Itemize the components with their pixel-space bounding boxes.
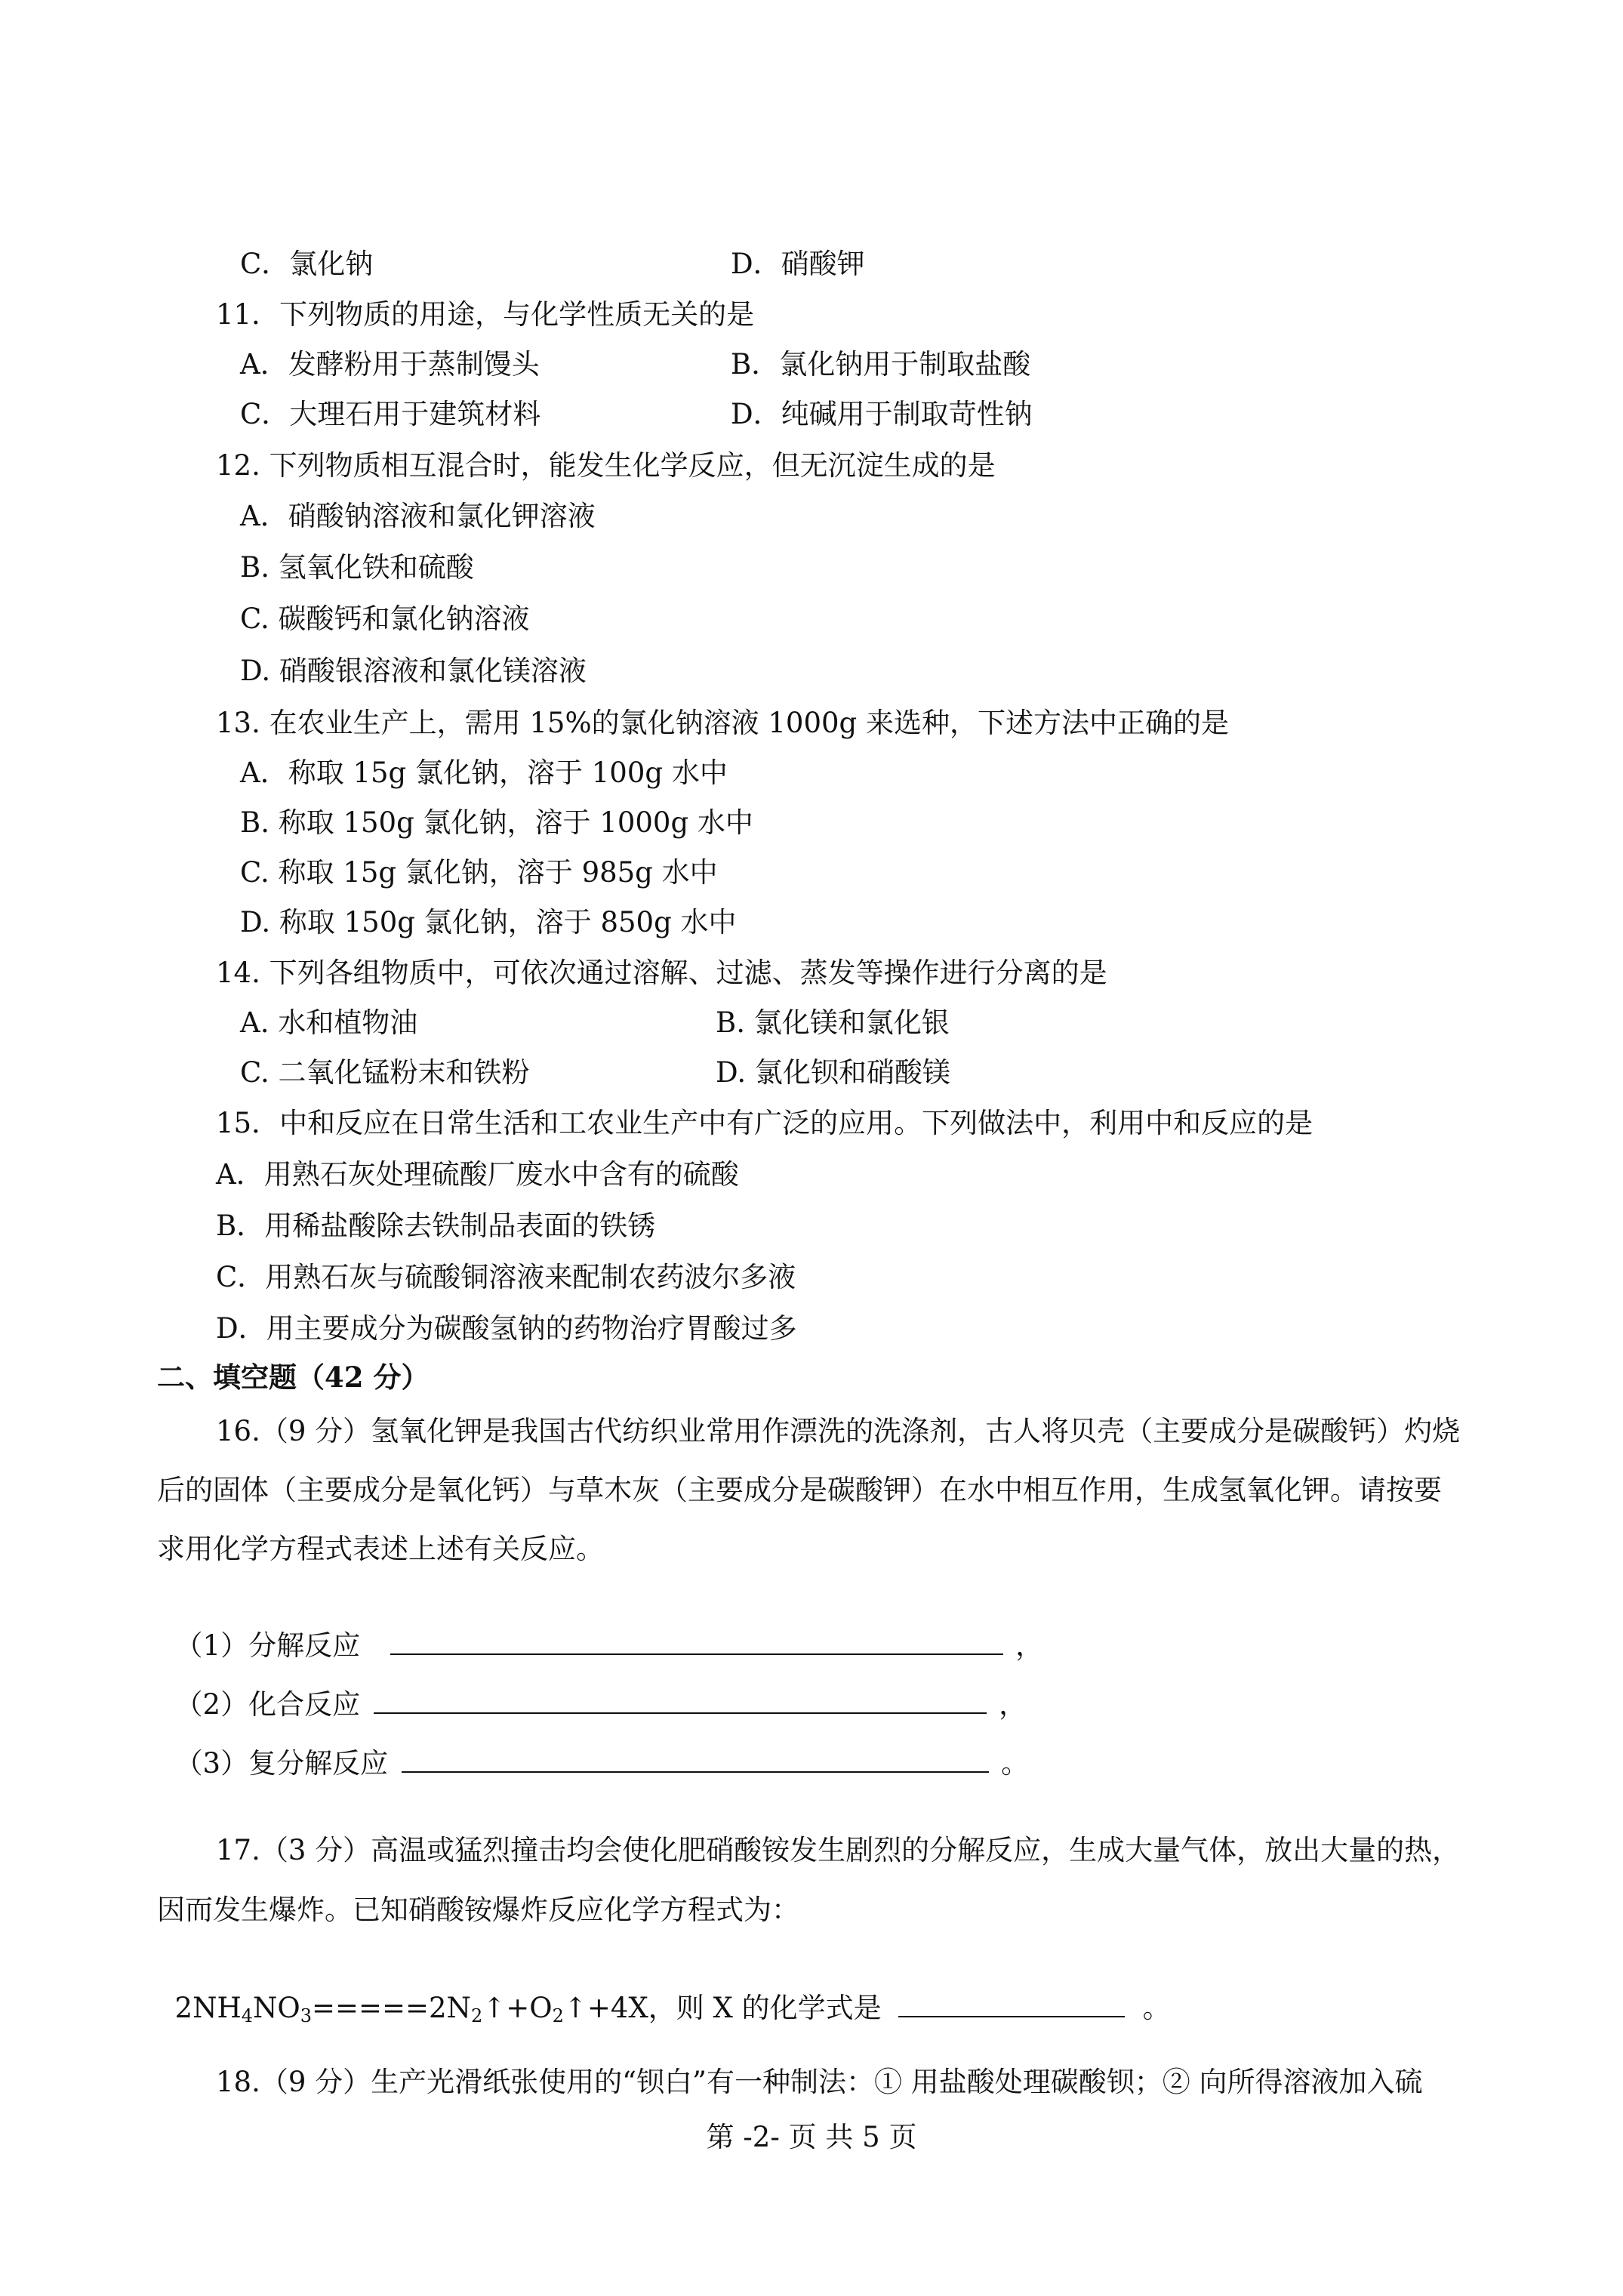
eq-part: 2NH [174, 1992, 242, 2024]
q12-option-c: C. 碳酸钙和氯化钠溶液 [240, 603, 530, 635]
q10-option-d: D．硝酸钾 [731, 248, 865, 280]
q15-stem: 15．中和反应在日常生活和工农业生产中有广泛的应用。下列做法中，利用中和反应的是 [216, 1107, 1313, 1139]
eq-subscript: 3 [300, 2005, 312, 2026]
q12-option-d: D. 硝酸银溶液和氯化镁溶液 [240, 655, 587, 687]
q13-option-a: A．称取 15g 氯化钠，溶于 100g 水中 [240, 757, 728, 789]
answer-blank-3[interactable] [402, 1746, 989, 1773]
q16-part-2-end: ， [999, 1688, 1027, 1721]
q16-line-1: 16.（9 分）氢氧化钾是我国古代纺织业常用作漂洗的洗涤剂，古人将贝壳（主要成分是碳酸钙）灼烧 [216, 1415, 1461, 1447]
q11-option-b: B．氯化钠用于制取盐酸 [731, 348, 1031, 381]
q12-stem: 12. 下列物质相互混合时，能发生化学反应，但无沉淀生成的是 [216, 449, 996, 482]
q16-part-3-end: 。 [1001, 1747, 1030, 1780]
q11-stem: 11．下列物质的用途，与化学性质无关的是 [216, 298, 755, 331]
answer-blank-2[interactable] [374, 1687, 987, 1714]
q15-option-c: C．用熟石灰与硫酸铜溶液来配制农药波尔多液 [216, 1261, 796, 1293]
q14-option-d: D. 氯化钡和硝酸镁 [716, 1056, 950, 1089]
eq-subscript: 2 [470, 2005, 483, 2026]
eq-end: 。 [1142, 1992, 1171, 2024]
q17-line-2: 因而发生爆炸。已知硝酸铵爆炸反应化学方程式为： [157, 1894, 799, 1926]
q12-option-a: A．硝酸钠溶液和氯化钾溶液 [240, 500, 596, 532]
q10-option-c: C．氯化钠 [240, 248, 374, 280]
q16-part-3 [157, 1711, 1029, 1781]
eq-subscript: 2 [552, 2005, 564, 2026]
q11-option-c: C．大理石用于建筑材料 [240, 398, 541, 430]
q15-option-d: D．用主要成分为碳酸氢钠的药物治疗胃酸过多 [216, 1312, 797, 1345]
eq-part: NO [253, 1992, 300, 2024]
q11-option-d: D．纯碱用于制取苛性钠 [731, 398, 1033, 430]
eq-part: ↑+O [482, 1992, 553, 2024]
q16-part-1-label: （1）分解反应 [174, 1629, 361, 1662]
q18-line-1: 18.（9 分）生产光滑纸张使用的“钡白”有一种制法：① 用盐酸处理碳酸钡；② 向所得溶液加入硫 [216, 2066, 1423, 2098]
q13-option-c: C. 称取 15g 氯化钠，溶于 985g 水中 [240, 856, 718, 889]
answer-blank-1[interactable] [390, 1628, 1003, 1655]
q13-option-b: B. 称取 150g 氯化钠，溶于 1000g 水中 [240, 806, 753, 839]
section-title: 二、填空题（42 分） [157, 1361, 430, 1394]
eq-subscript: 4 [241, 2005, 253, 2026]
page-footer: 第 -2- 页 共 5 页 [706, 2121, 917, 2153]
q17-equation [157, 1955, 1171, 2026]
q16-line-2: 后的固体（主要成分是氧化钙）与草木灰（主要成分是碳酸钾）在水中相互作用，生成氢氧化钾。请按要 [157, 1474, 1442, 1506]
answer-blank-4[interactable] [898, 1990, 1125, 2017]
q16-part-3-label: （3）复分解反应 [174, 1747, 389, 1780]
q13-stem: 13. 在农业生产上，需用 15%的氯化钠溶液 1000g 来选种，下述方法中正确的是 [216, 707, 1229, 739]
q14-stem: 14. 下列各组物质中，可依次通过溶解、过滤、蒸发等操作进行分离的是 [216, 957, 1107, 989]
q14-option-c: C. 二氧化锰粉末和铁粉 [240, 1056, 530, 1089]
q14-option-a: A. 水和植物油 [240, 1006, 418, 1039]
eq-part: ↑+4X，则 X 的化学式是 [563, 1992, 882, 2024]
eq-part: =====2N [312, 1992, 471, 2024]
q13-option-d: D. 称取 150g 氯化钠，溶于 850g 水中 [240, 906, 737, 938]
q16-line-3: 求用化学方程式表述上述有关反应。 [157, 1533, 604, 1565]
q16-part-1-end: ， [1015, 1629, 1044, 1662]
q16-part-2-label: （2）化合反应 [174, 1688, 361, 1721]
q12-option-b: B. 氢氧化铁和硫酸 [240, 551, 474, 584]
q11-option-a: A．发酵粉用于蒸制馒头 [240, 348, 540, 381]
q17-line-1: 17.（3 分）高温或猛烈撞击均会使化肥硝酸铵发生剧烈的分解反应，生成大量气体，放出大量的热， [216, 1834, 1461, 1866]
q15-option-b: B．用稀盐酸除去铁制品表面的铁锈 [216, 1210, 656, 1242]
q14-option-b: B. 氯化镁和氯化银 [716, 1006, 950, 1039]
q15-option-a: A．用熟石灰处理硫酸厂废水中含有的硫酸 [216, 1158, 739, 1191]
